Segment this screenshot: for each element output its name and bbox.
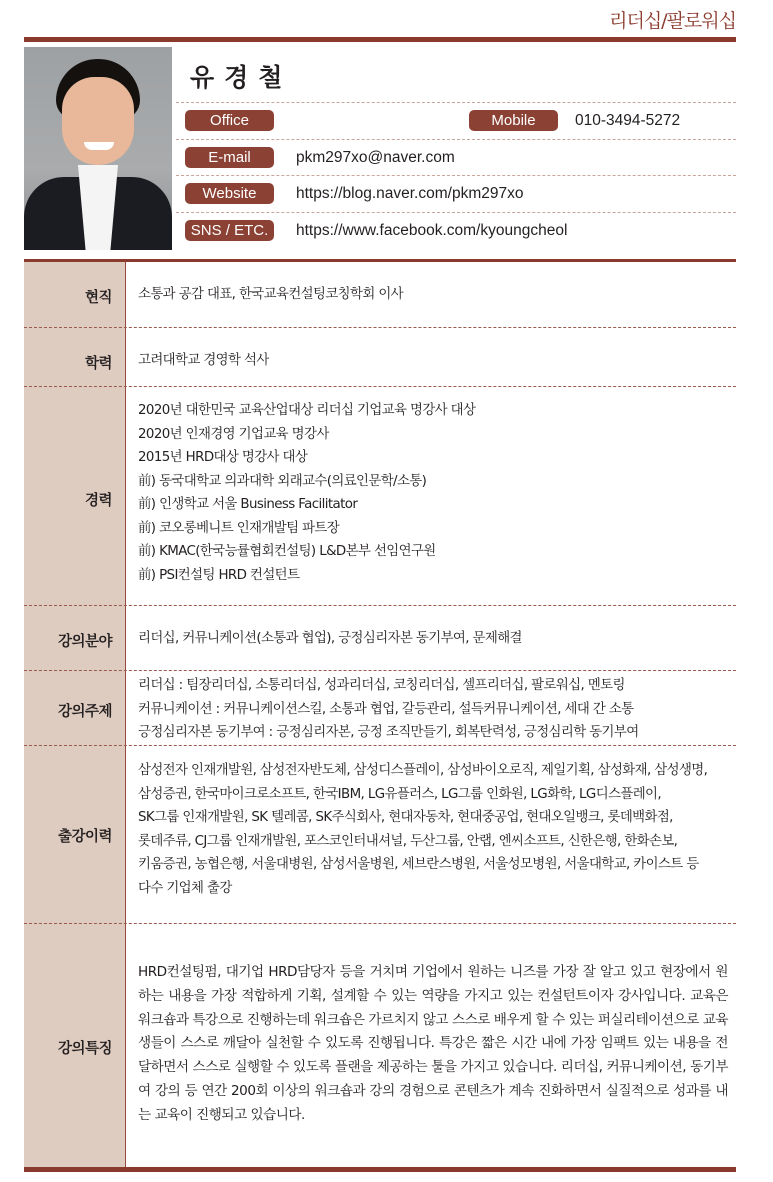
label-current: 현직	[84, 290, 112, 306]
row-lecture-topics	[24, 670, 736, 745]
contact-row-website	[176, 175, 736, 212]
mobile-badge: Mobile	[469, 110, 558, 131]
top-divider	[24, 37, 736, 42]
text-line: 키움증권, 농협은행, 서울대병원, 삼성서울병원, 세브란스병원, 서울성모병원, 서울대학교, 카이스트 등	[138, 857, 699, 872]
email-value[interactable]: pkm297xo@naver.com	[296, 149, 455, 166]
label-topics: 강의주제	[57, 704, 112, 720]
row-separator	[24, 327, 736, 328]
value-topics	[138, 674, 728, 745]
label-history: 출강이력	[57, 829, 112, 845]
photo-smile	[84, 142, 114, 150]
office-badge: Office	[185, 110, 274, 131]
label-education: 학력	[84, 356, 112, 372]
category-title: 리더십/팔로워십	[609, 10, 736, 32]
text-line: 삼성증권, 한국마이크로소프트, 한국IBM, LG유플러스, LG그룹 인화원, LG화학, LG디스플레이,	[138, 786, 662, 802]
row-separator	[24, 386, 736, 387]
value-field	[138, 627, 728, 651]
photo-face	[62, 77, 134, 165]
text-line: 긍정심리자본 동기부여 : 긍정심리자본, 긍정 조직만들기, 회복탄력성, 긍정심리학 동기부여	[138, 725, 639, 740]
website-link[interactable]: https://blog.naver.com/pkm297xo	[296, 185, 524, 202]
text-line: 2020년 대한민국 교육산업대상 리더십 기업교육 명강사 대상	[138, 403, 476, 418]
row-separator	[24, 670, 736, 671]
text-line: 커뮤니케이션 : 커뮤니케이션스킬, 소통과 협업, 갈등관리, 설득커뮤니케이션, 세대 간 소통	[138, 701, 634, 717]
text-line: 리더십 : 팀장리더십, 소통리더십, 성과리더십, 코칭리더십, 셀프리더십, 팔로워십, 멘토링	[138, 678, 625, 693]
row-lecture-history	[24, 745, 736, 923]
value-history	[138, 759, 728, 900]
text-line: 롯데주류, CJ그룹 인재개발원, 포스코인터내셔널, 두산그룹, 안랩, 엔씨소프트, 신한은행, 한화손보,	[138, 833, 678, 849]
text-line: 前) KMAC(한국능률협회컨설팅) L&D본부 선임연구원	[138, 544, 436, 559]
text-line: 삼성전자 인재개발원, 삼성전자반도체, 삼성디스플레이, 삼성바이오로직, 제일기획, 삼성화재, 삼성생명,	[138, 763, 708, 778]
text-line: 2015년 HRD대상 명강사 대상	[138, 450, 308, 465]
text-line: 前) 동국대학교 의과대학 외래교수(의료인문학/소통)	[138, 473, 427, 489]
text-line: 前) 코오롱베니트 인재개발팀 파트장	[138, 520, 340, 536]
value-career	[138, 399, 728, 587]
sns-badge: SNS / ETC.	[185, 220, 274, 241]
contact-row-email	[176, 139, 736, 176]
contact-row-sns	[176, 212, 736, 249]
text-line: 리더십, 커뮤니케이션(소통과 협업), 긍정심리자본 동기부여, 문제해결	[138, 631, 522, 646]
text-line: 2020년 인재경영 기업교육 명강사	[138, 426, 329, 442]
value-features: HRD컨설팅펌, 대기업 HRD담당자 등을 거치며 기업에서 원하는 니즈를 가장 잘 알고 있고 현장에서 원하는 내용을 가장 적합하게 기획, 설계할 수 있는 역량을 가지고 있는 컨설턴트이자 강사입니다. 교육은 워크숍과 특강으로 진행하는데 워크숍은 가르치지 않고 스스로 배우게 할 수 있는 퍼실리테이션으로 교육생들이 스스로 깨달아 실천할 수 있도록 진행됩니다. 특강은 짧은 시간 내에 가장 임팩트 있는 내용을 전달하면서 스스로 실행할 수 있도록 플랜을 제공하는 툴을 가지고 있습니다. 리더십, 커뮤니케이션, 동기부여 강의 등 연간 200회 이상의 워크숍과 강의 경험으로 콘텐츠가 계속 진화하면서 실질적으로 성과를 내는 교육이 진행되고 있습니다.	[138, 964, 728, 1123]
row-current-position	[24, 262, 736, 327]
row-career	[24, 386, 736, 605]
text-line: 前) 인생학교 서울 Business Facilitator	[138, 497, 358, 512]
text-line: 소통과 공감 대표, 한국교육컨설팅코칭학회 이사	[138, 287, 403, 302]
sns-link[interactable]: https://www.facebook.com/kyoungcheol	[296, 222, 568, 239]
contact-row-office	[176, 102, 736, 139]
row-lecture-field	[24, 605, 736, 670]
label-field: 강의분야	[57, 634, 112, 650]
email-badge: E-mail	[185, 147, 274, 168]
website-badge: Website	[185, 183, 274, 204]
row-separator	[24, 923, 736, 924]
person-name: 유경철	[190, 63, 293, 92]
row-education	[24, 327, 736, 386]
text-line: SK그룹 인재개발원, SK 텔레콤, SK주식회사, 현대자동차, 현대중공업, 현대오일뱅크, 롯데백화점,	[138, 810, 673, 825]
label-career: 경력	[84, 493, 112, 509]
profile-photo	[24, 47, 172, 250]
text-line: 고려대학교 경영학 석사	[138, 353, 269, 368]
row-separator	[24, 745, 736, 746]
value-education	[138, 349, 728, 373]
bottom-divider	[24, 1167, 736, 1172]
label-features: 강의특징	[57, 1041, 112, 1057]
value-current	[138, 283, 728, 307]
row-lecture-features	[24, 923, 736, 1168]
text-line: 다수 기업체 출강	[138, 880, 232, 896]
mobile-value[interactable]: 010-3494-5272	[575, 112, 681, 129]
text-line: 前) PSI컨설팅 HRD 컨설턴트	[138, 567, 300, 583]
row-separator	[24, 605, 736, 606]
